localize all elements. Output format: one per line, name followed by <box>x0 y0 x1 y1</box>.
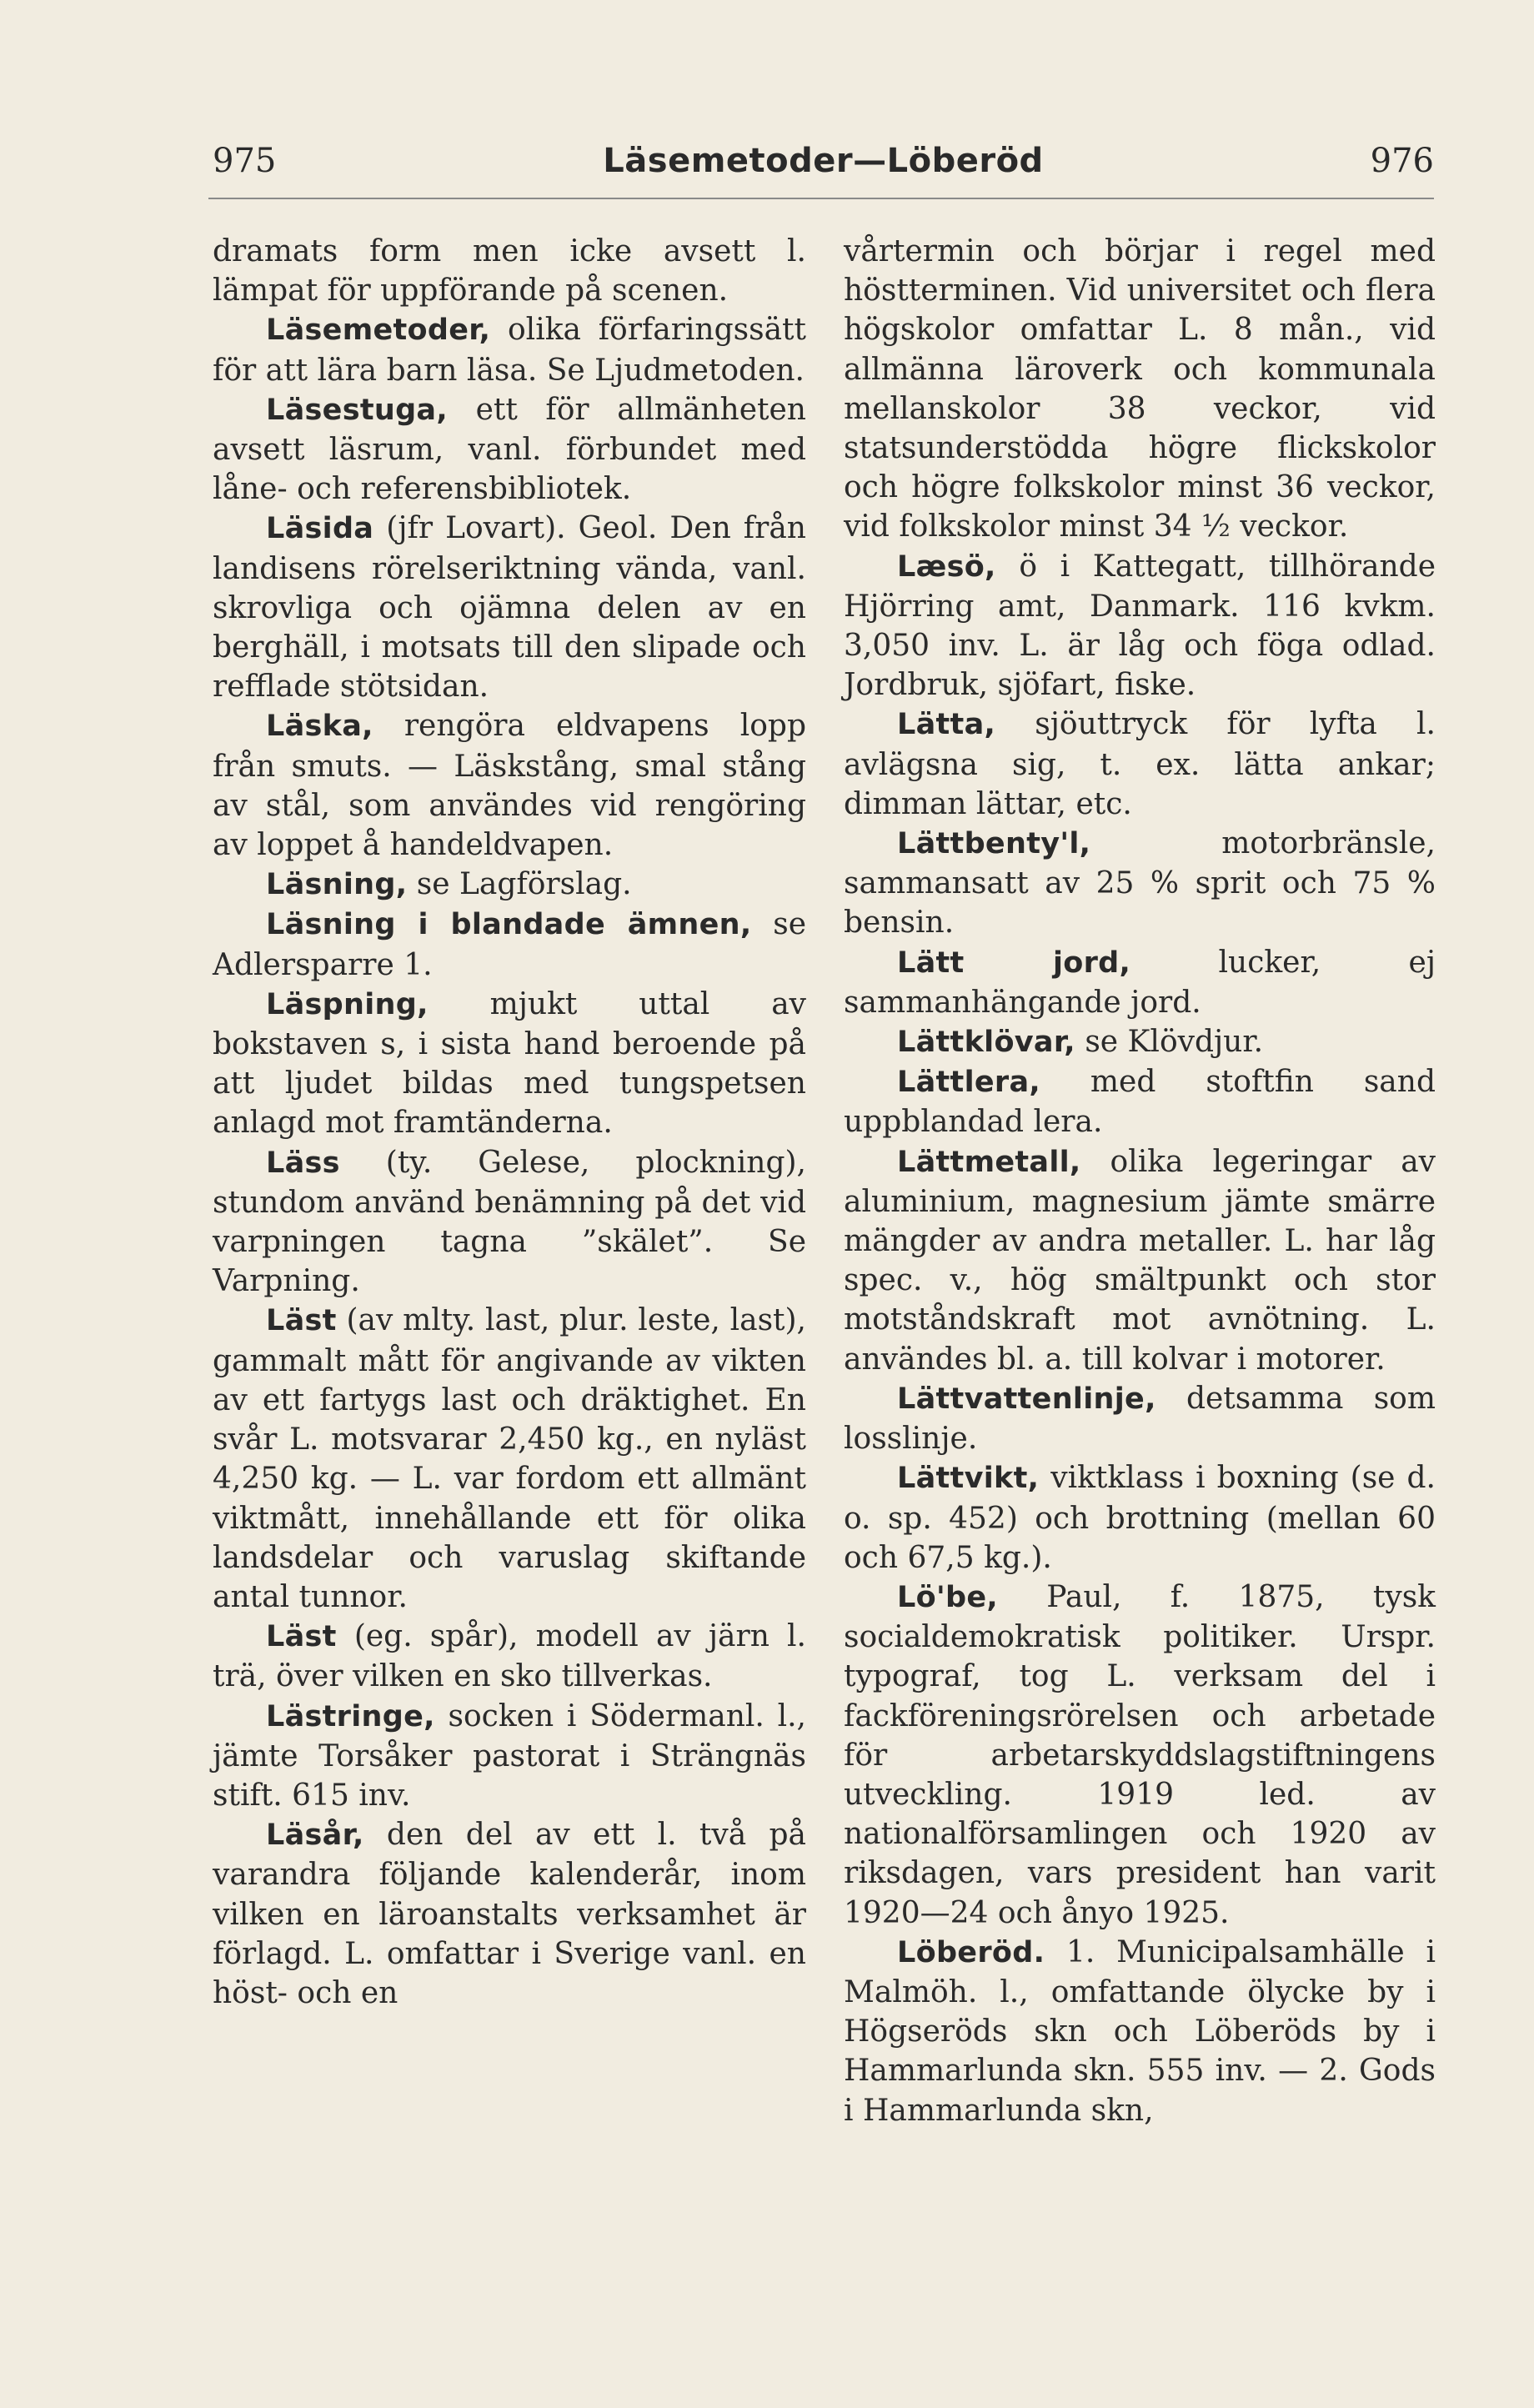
entry-lattbentyl <box>844 824 1436 943</box>
entry-headword: Läss <box>266 1146 340 1180</box>
entry-laska <box>213 706 806 865</box>
entry-laspning <box>213 985 806 1143</box>
entry-lattvattenlinje <box>844 1379 1436 1458</box>
entry-text: mjukt uttal av bokstaven s, i sista hand beroende på att ljudet bildas med tungspetsen anlagd mot framtänderna. <box>213 986 806 1141</box>
entry-text: Paul, f. 1875, tysk socialdemokratisk politiker. Urspr. typograf, tog L. verksam del i fackföreningsrörelsen och arbetade för arbetarskyddslagstiftningens utveckling. 1919 led. av nationalförsamlingen och 1920 av riksdagen, vars president han varit 1920—24 och ånyo 1925. <box>844 1579 1436 1930</box>
entry-text: (eg. spår), modell av järn l. trä, över vilken en sko tillverkas. <box>213 1619 806 1694</box>
entry-headword: Läst <box>266 1304 337 1338</box>
entry-text: (jfr Lovart). Geol. Den från landisens rörelseriktning vända, vanl. skrovliga och ojämna delen av en berghäll, i motsats till den slipade och refflade stötsidan. <box>213 511 806 705</box>
entry-headword: Läst <box>266 1620 337 1654</box>
page-number-right: 976 <box>1370 142 1434 180</box>
entry-headword: Lättlera, <box>897 1066 1040 1100</box>
entry-headword: Lättklövar, <box>897 1026 1075 1060</box>
entry-lattvikt <box>844 1458 1436 1578</box>
entry-continuation <box>213 232 806 310</box>
entry-headword: Läsning, <box>266 868 408 902</box>
entry-headword: Läspning, <box>266 987 429 1021</box>
entry-headword: Löberöd. <box>897 1935 1045 1969</box>
entry-text: se Klövdjur. <box>1085 1025 1264 1060</box>
entry-text: ett för allmänheten avsett läsrum, vanl. förbundet med låne- och referensbibliotek. <box>213 392 806 507</box>
entry-headword: Läsning i blandade ämnen, <box>266 908 752 942</box>
left-column <box>213 232 806 2013</box>
entry-latta <box>844 705 1436 824</box>
entry-text: ö i Kattegatt, tillhörande Hjörring amt, Danmark. 116 kvkm. 3,050 inv. L. är låg och föga odlad. Jordbruk, sjöfart, fiske. <box>844 549 1436 703</box>
entry-headword: Lätt jord, <box>897 946 1131 980</box>
entry-headword: Lättvattenlinje, <box>897 1382 1156 1416</box>
entry-lasning-blandade <box>213 905 806 984</box>
page-number-left: 975 <box>213 142 277 180</box>
entry-lasar <box>213 1815 806 2013</box>
entry-text: se Adlersparre 1. <box>213 907 806 982</box>
entry-text: se Lagförslag. <box>416 867 632 902</box>
header-rule <box>208 198 1434 199</box>
entry-lattlera <box>844 1062 1436 1141</box>
entry-headword: Lätta, <box>897 708 996 742</box>
entry-text: lucker, ej sammanhängande jord. <box>844 945 1436 1020</box>
entry-text: socken i Södermanl. l., jämte Torsåker pastorat i Strängnäs stift. 615 inv. <box>213 1698 806 1813</box>
entry-headword: Lö'be, <box>897 1580 998 1614</box>
entry-text: olika förfaringssätt för att lära barn läsa. Se Ljudmetoden. <box>213 313 806 388</box>
entry-lattmetall <box>844 1142 1436 1379</box>
entry-text: vårtermin och börjar i regel med höstterminen. Vid universitet och flera högskolor omfattar L. 8 mån., vid allmänna läroverk och kommunala mellanskolor 38 veckor, vid statsunderstödda högre flickskolor och högre folkskolor minst 36 veckor, vid folkskolor minst 34 ½ veckor. <box>844 234 1436 544</box>
entry-headword: Läska, <box>266 710 373 744</box>
entry-text: med stoftfin sand uppblandad lera. <box>844 1065 1436 1140</box>
entry-continuation <box>844 232 1436 547</box>
entry-headword: Lättvikt, <box>897 1462 1040 1496</box>
entry-lobe <box>844 1578 1436 1933</box>
entry-headword: Läsemetoder, <box>266 314 491 348</box>
entry-lasida <box>213 509 806 706</box>
entry-last-1 <box>213 1301 806 1617</box>
entry-latt-jord <box>844 943 1436 1022</box>
entry-headword: Læsö, <box>897 549 996 584</box>
entry-lasning <box>213 865 806 905</box>
entry-text: viktklass i boxning (se d. o. sp. 452) och brottning (mellan 60 och 67,5 kg.). <box>844 1461 1436 1575</box>
entry-headword: Lättbenty'l, <box>897 827 1091 861</box>
entry-text: (ty. Gelese, plockning), stundom använd benämning på det vid varpningen tagna ”skälet”. Se Varpning. <box>213 1145 806 1299</box>
entry-text: rengöra eldvapens lopp från smuts. — Läskstång, smal stång av stål, som användes vid rengöring av loppet å handeldvapen. <box>213 709 806 863</box>
right-column <box>844 232 1436 2130</box>
running-title: Läsemetoder—Löberöd <box>603 142 1044 180</box>
entry-last-2 <box>213 1617 806 1696</box>
entry-lasestuga <box>213 390 806 509</box>
entry-lattklovar <box>844 1022 1436 1062</box>
entry-text: 1. Municipalsamhälle i Malmöh. l., omfattande ölycke by i Högseröds skn och Löberöds by i Hammarlunda skn. 555 inv. — 2. Gods i Hammarlunda skn, <box>844 1934 1436 2128</box>
entry-text: olika legeringar av aluminium, magnesium jämte smärre mängder av andra metaller. L. har låg spec. v., hög smältpunkt och stor motståndskraft mot avnötning. L. användes bl. a. till kolvar i motorer. <box>844 1144 1436 1377</box>
entry-text: dramats form men icke avsett l. lämpat för uppförande på scenen. <box>213 234 806 309</box>
entry-text: motorbränsle, sammansatt av 25 % sprit och 75 % bensin. <box>844 826 1436 941</box>
entry-headword: Läsida <box>266 512 374 546</box>
entry-lass <box>213 1143 806 1302</box>
entry-headword: Lättmetall, <box>897 1145 1081 1179</box>
entry-laeso <box>844 547 1436 705</box>
entry-text: den del av ett l. två på varandra följande kalenderår, inom vilken en läroanstalts verksamhet är förlagd. L. omfattar i Sverige vanl. en höst- och en <box>213 1818 806 2010</box>
entry-text: detsamma som losslinje. <box>844 1381 1436 1457</box>
entry-lasemetoder <box>213 310 806 389</box>
entry-headword: Läsår, <box>266 1819 364 1853</box>
entry-loberod <box>844 1933 1436 2130</box>
page-header <box>213 140 1434 198</box>
entry-headword: Lästringe, <box>266 1699 435 1733</box>
entry-lastringe <box>213 1697 806 1816</box>
entry-text: sjöuttryck för lyfta l. avlägsna sig, t. ex. lätta ankar; dimman lättar, etc. <box>844 707 1436 821</box>
entry-headword: Läsestuga, <box>266 393 448 427</box>
entry-text: (av mlty. last, plur. leste, last), gammalt mått för angivande av vikten av ett fartygs last och dräktighet. En svår L. motsvarar 2,450 kg., en nyläst 4,250 kg. — L. var fordom ett allmänt viktmått, innehållande ett för olika landsdelar och varuslag skiftande antal tunnor. <box>213 1303 806 1614</box>
